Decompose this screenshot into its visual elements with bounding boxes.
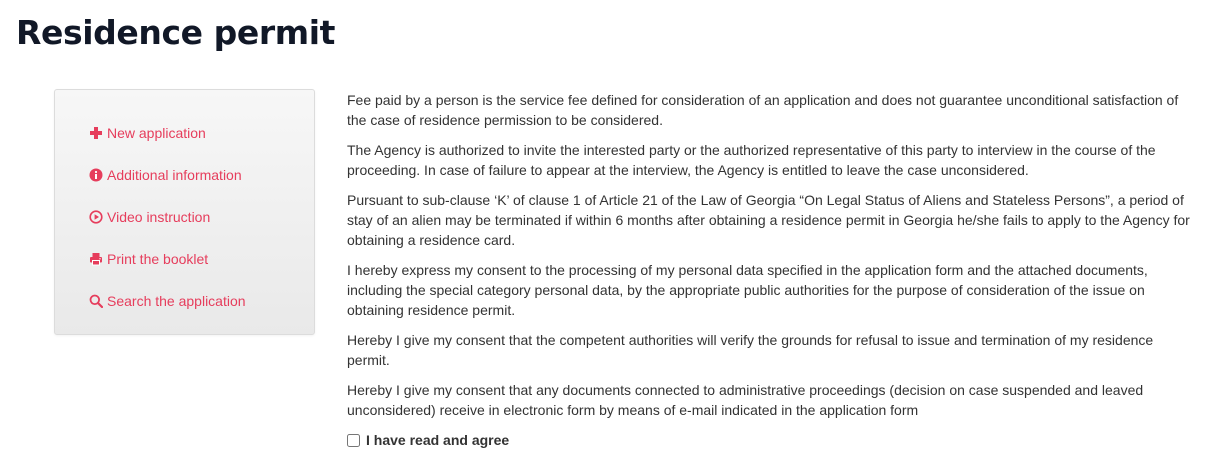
agree-label: I have read and agree [366,432,510,448]
terms-paragraph: I hereby express my consent to the processing of my personal data specified in the application form and the attached documents, including the special category personal data, by the appropriate public authorities for the purpose of consideration of the issue on obtaining residence permit. [347,262,1148,318]
print-icon [89,252,103,266]
sidebar-item-print-booklet[interactable] [55,244,314,286]
sidebar-item-label: New application [107,125,206,141]
play-circle-icon [89,210,103,224]
terms-paragraph: The Agency is authorized to invite the interested party or the authorized representative of this party to interview in the course of the proceeding. In case of failure to appear at the interview, the Agency is entitled to leave the case unconsidered. [347,142,1156,178]
sidebar-item-label: Additional information [107,167,242,183]
page-title: Residence permit [16,13,336,52]
terms-paragraph: Hereby I give my consent that any documents connected to administrative proceedings (decision on case suspended and leaved unconsidered) receive in electronic form by means of e-mail indicated in the application form [347,382,1144,418]
search-icon [89,294,103,308]
sidebar-item-label: Video instruction [107,209,211,225]
agree-checkbox[interactable] [347,434,360,447]
plus-icon [89,126,103,140]
sidebar-item-new-application[interactable] [55,118,314,160]
terms-paragraph: Fee paid by a person is the service fee defined for consideration of an application and does not guarantee unconditional satisfaction of the case of residence permission to be considered. [347,92,1179,128]
sidebar-item-video-instruction[interactable] [55,202,314,244]
sidebar-item-label: Print the booklet [107,251,209,267]
sidebar-item-label: Search the application [107,293,246,309]
terms-paragraph: Pursuant to sub-clause ‘K’ of clause 1 of Article 21 of the Law of Georgia “On Legal Status of Aliens and Stateless Persons”, a period of stay of an alien may be terminated if within 6 months after obtaining a residence permit in Georgia he/she fails to apply to the Agency for obtaining a residence card. [347,192,1190,248]
sidebar-item-search-application[interactable] [55,286,314,328]
terms-content [347,90,1199,450]
info-circle-icon [89,168,103,182]
sidebar-menu [54,89,315,335]
agree-checkbox-row[interactable] [347,430,1199,450]
terms-paragraph: Hereby I give my consent that the competent authorities will verify the grounds for refusal to issue and termination of my residence permit. [347,332,1154,368]
sidebar-item-additional-information[interactable] [55,160,314,202]
